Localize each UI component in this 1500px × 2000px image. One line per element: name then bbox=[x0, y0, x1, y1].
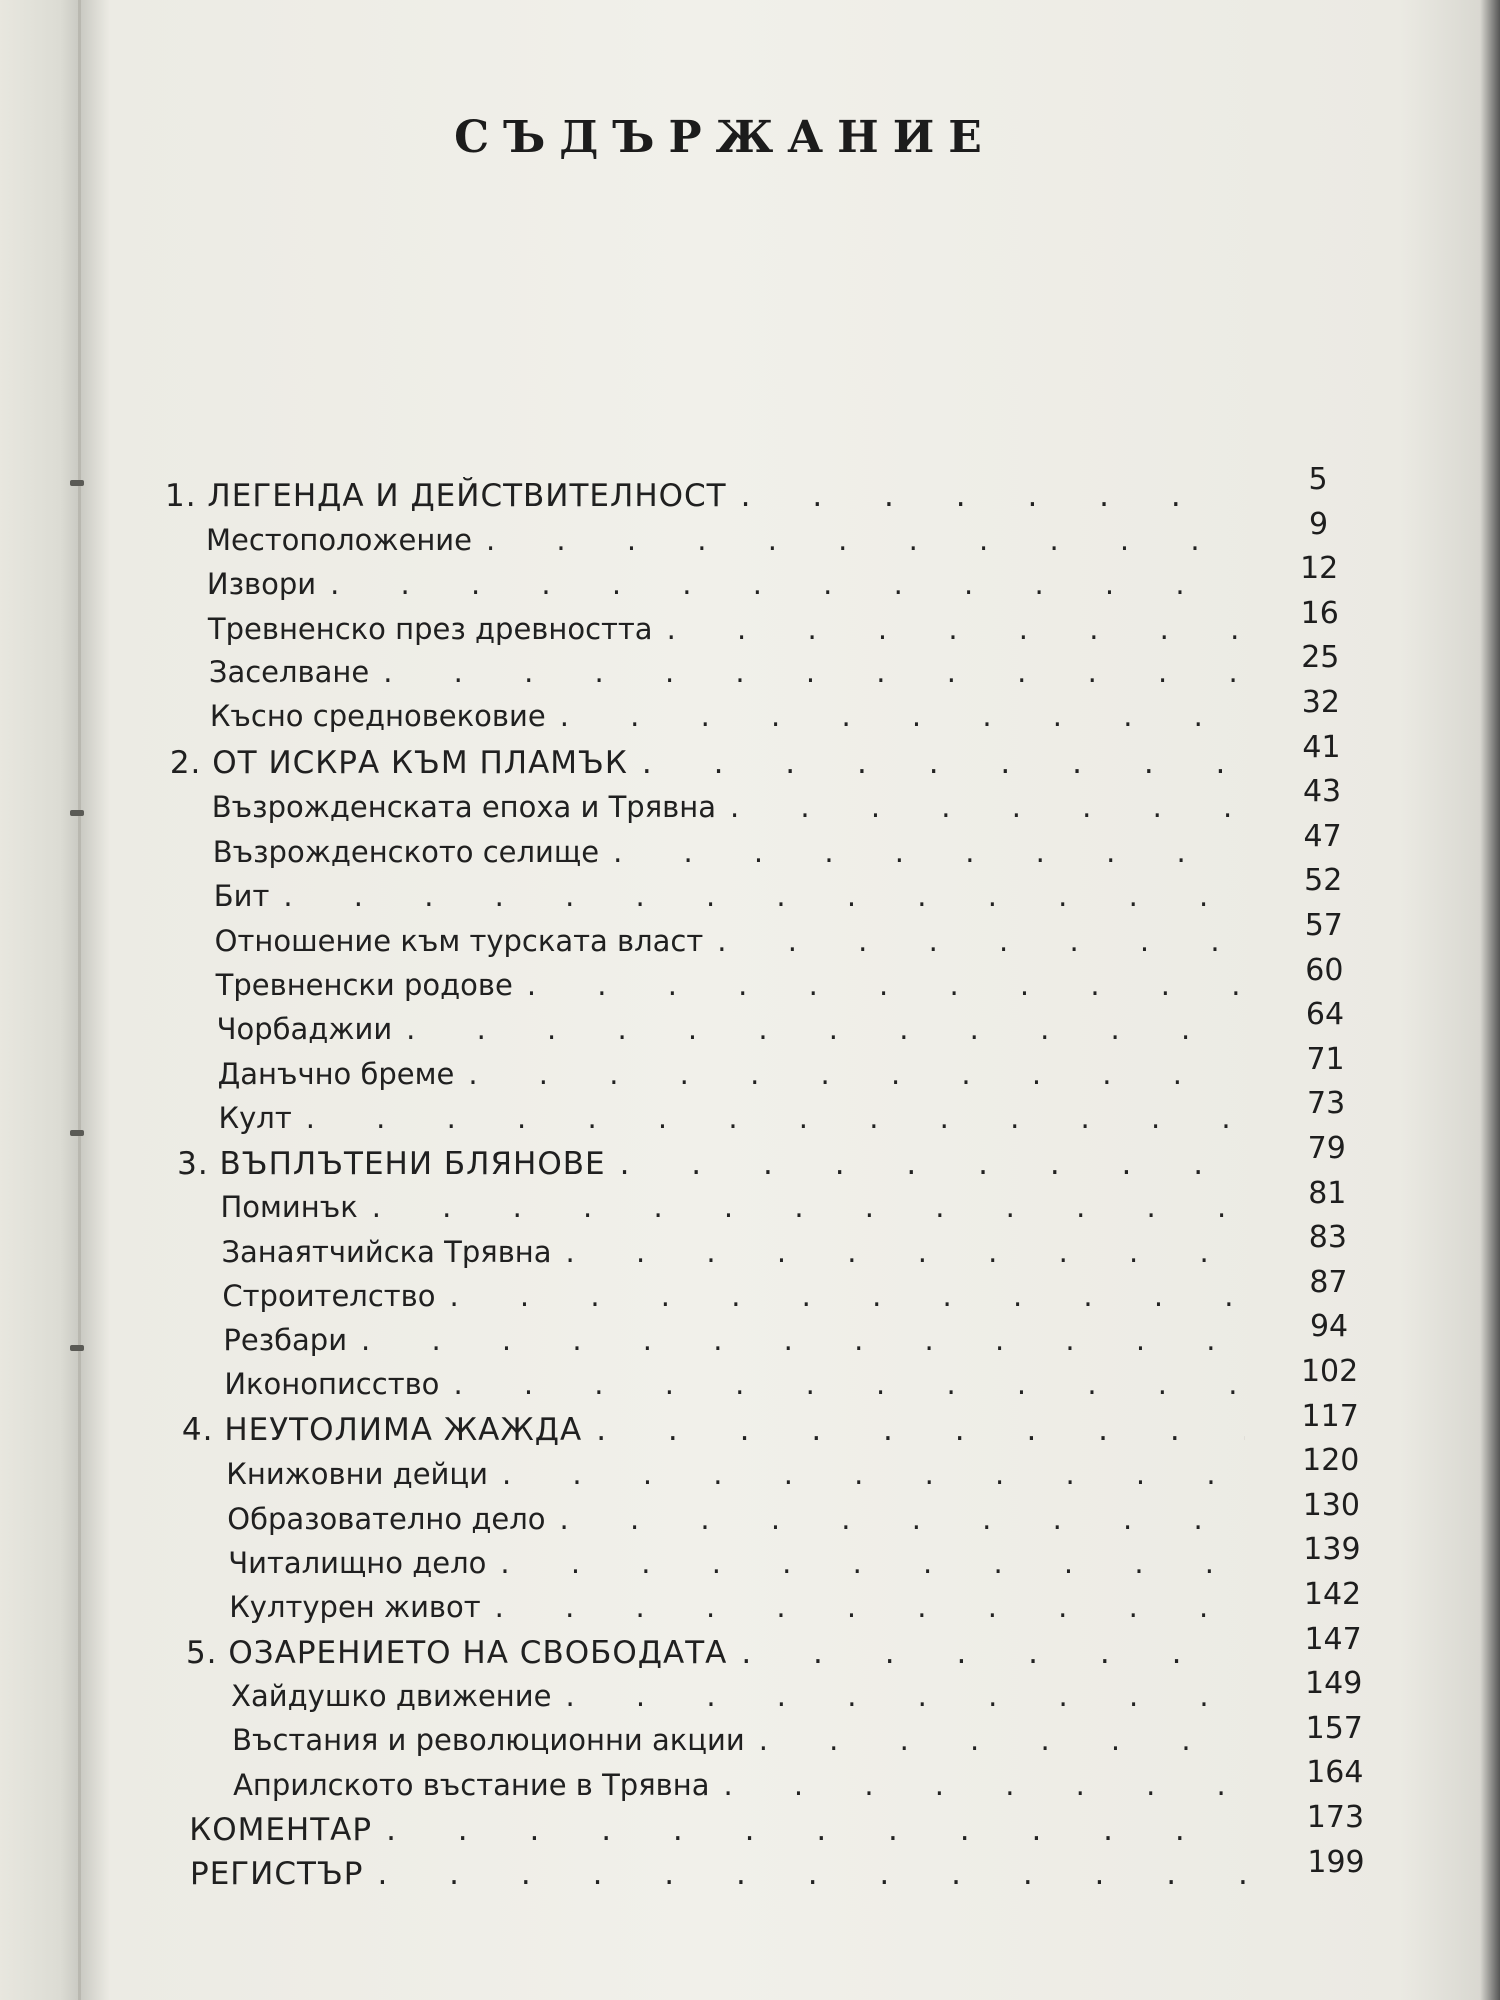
dot-leader bbox=[513, 968, 1245, 1002]
toc-entry-label: Образователно дело bbox=[227, 1502, 546, 1536]
toc-page-number: 149 bbox=[1305, 1666, 1363, 1702]
dot-leader bbox=[582, 1412, 1245, 1448]
toc-entry-label: 3. ВЪПЛЪТЕНИ БЛЯНОВЕ bbox=[177, 1146, 606, 1182]
toc-entry-label: 2. ОТ ИСКРА КЪМ ПЛАМЪК bbox=[169, 745, 628, 781]
toc-page-number: 130 bbox=[1302, 1487, 1360, 1523]
toc-page-number: 87 bbox=[1309, 1264, 1348, 1300]
dot-leader bbox=[436, 1279, 1245, 1313]
toc-entry-label: 1. ЛЕГЕНДА И ДЕЙСТВИТЕЛНОСТ bbox=[165, 478, 727, 514]
toc-entry-label: Култ bbox=[218, 1101, 292, 1135]
toc-entry-label: РЕГИСТЪР bbox=[190, 1856, 364, 1892]
toc-page-number: 81 bbox=[1308, 1175, 1347, 1211]
dot-leader bbox=[606, 1146, 1245, 1182]
dot-leader bbox=[372, 1812, 1245, 1848]
toc-page-number: 94 bbox=[1309, 1309, 1349, 1345]
toc-section-entry bbox=[209, 655, 1245, 689]
toc-entry-label: Тревненско през древността bbox=[207, 612, 653, 646]
toc-entry-label: Занаятчийска Трявна bbox=[221, 1235, 552, 1269]
toc-section-entry bbox=[210, 699, 1245, 733]
toc-section-entry bbox=[213, 835, 1245, 869]
toc-entry-label: Чорбаджии bbox=[216, 1012, 393, 1046]
toc-entry-label: Читалищно дело bbox=[228, 1546, 487, 1580]
toc-entry-label: Отношение към турската власт bbox=[214, 924, 704, 958]
toc-section-entry bbox=[207, 567, 1245, 601]
toc-section-entry bbox=[212, 790, 1245, 824]
toc-section-entry bbox=[227, 1502, 1245, 1536]
toc-chapter-entry bbox=[186, 1635, 1245, 1671]
toc-page-number: 102 bbox=[1300, 1354, 1359, 1389]
toc-page-number: 12 bbox=[1300, 551, 1339, 587]
toc-section-entry bbox=[233, 1768, 1245, 1802]
dot-leader bbox=[552, 1235, 1245, 1269]
toc-entry-label: Данъчно бреме bbox=[217, 1057, 455, 1091]
toc-page-number: 9 bbox=[1309, 506, 1329, 542]
toc-page-number: 32 bbox=[1301, 685, 1340, 720]
toc-section-entry bbox=[218, 1057, 1245, 1091]
dot-leader bbox=[454, 1057, 1245, 1091]
toc-page-number: 120 bbox=[1302, 1443, 1360, 1479]
toc-page-number: 83 bbox=[1308, 1220, 1347, 1256]
dot-leader bbox=[727, 478, 1245, 514]
toc-chapter-entry bbox=[170, 745, 1245, 781]
toc-page-number: 117 bbox=[1301, 1398, 1359, 1434]
toc-page-number: 142 bbox=[1303, 1577, 1362, 1612]
toc-section-entry bbox=[219, 1101, 1245, 1135]
toc-page-number: 199 bbox=[1307, 1844, 1365, 1880]
dot-leader bbox=[481, 1590, 1245, 1624]
toc-page-number: 16 bbox=[1300, 595, 1339, 631]
toc-page-number: 47 bbox=[1303, 818, 1342, 854]
toc-entry-label: Тревненски родове bbox=[215, 968, 513, 1002]
toc-entry-label: Априлското въстание в Трявна bbox=[233, 1768, 710, 1802]
toc-page-number: 147 bbox=[1304, 1621, 1362, 1657]
toc-section-entry bbox=[229, 1590, 1245, 1624]
dot-leader bbox=[546, 1502, 1245, 1536]
dot-leader bbox=[745, 1723, 1245, 1757]
toc-section-entry bbox=[223, 1323, 1245, 1357]
toc-entry-label: 4. НЕУТОЛИМА ЖАЖДА bbox=[181, 1412, 583, 1448]
dot-leader bbox=[392, 1012, 1245, 1046]
toc-page-number: 79 bbox=[1307, 1131, 1346, 1166]
dot-leader bbox=[369, 655, 1245, 689]
toc-entry-label: Възрожденската епоха и Трявна bbox=[211, 790, 716, 824]
toc-section-entry bbox=[228, 1546, 1245, 1580]
dot-leader bbox=[628, 745, 1245, 781]
toc-section-entry bbox=[206, 523, 1245, 557]
toc-page-number: 139 bbox=[1303, 1532, 1361, 1568]
dot-leader bbox=[269, 879, 1245, 913]
toc-entry-label: Заселване bbox=[208, 655, 370, 689]
toc-page-number: 164 bbox=[1306, 1755, 1364, 1791]
toc-section-entry bbox=[208, 612, 1245, 646]
dot-leader bbox=[727, 1635, 1245, 1671]
toc-section-entry bbox=[220, 1190, 1245, 1224]
dot-leader bbox=[472, 523, 1245, 557]
toc-entry-label: Възрожденското селище bbox=[212, 835, 600, 869]
toc-chapter-entry bbox=[189, 1812, 1245, 1848]
dot-leader bbox=[599, 835, 1245, 869]
toc-entry-label: Местоположение bbox=[205, 523, 472, 557]
dot-leader bbox=[716, 790, 1245, 824]
toc-section-entry bbox=[232, 1723, 1245, 1757]
toc-entry-label: Хайдушко движение bbox=[231, 1679, 552, 1713]
toc-section-entry bbox=[224, 1367, 1245, 1401]
dot-leader bbox=[347, 1323, 1245, 1357]
toc-chapter-entry bbox=[177, 1146, 1245, 1182]
toc-page-number: 64 bbox=[1305, 997, 1345, 1033]
dot-leader bbox=[486, 1546, 1245, 1580]
dot-leader bbox=[551, 1679, 1245, 1713]
dot-leader bbox=[316, 567, 1245, 601]
contents-title: СЪДЪРЖАНИЕ bbox=[454, 112, 996, 163]
toc-entry-label: Строителство bbox=[222, 1279, 436, 1313]
toc-chapter-entry bbox=[165, 478, 1245, 514]
toc-page-number: 52 bbox=[1304, 863, 1343, 899]
toc-entry-label: Въстания и революционни акции bbox=[232, 1723, 745, 1757]
toc-entry-label: Културен живот bbox=[229, 1590, 481, 1624]
toc-page-number: 173 bbox=[1306, 1800, 1365, 1835]
dot-leader bbox=[292, 1101, 1245, 1135]
toc-entry-label: Резбари bbox=[223, 1323, 348, 1357]
toc-section-entry bbox=[231, 1679, 1245, 1713]
toc-page-number: 41 bbox=[1302, 729, 1341, 765]
dot-leader bbox=[358, 1190, 1245, 1224]
toc-chapter-entry bbox=[182, 1412, 1245, 1448]
toc-page-number: 5 bbox=[1308, 462, 1328, 497]
toc-entry-label: Късно средновековие bbox=[209, 699, 546, 733]
dot-leader bbox=[703, 924, 1245, 958]
toc-entry-label: Поминък bbox=[220, 1190, 358, 1224]
dot-leader bbox=[363, 1856, 1245, 1892]
toc-entry-label: Книжовни дейци bbox=[226, 1457, 488, 1491]
toc-section-entry bbox=[215, 924, 1245, 958]
toc-page-number: 73 bbox=[1307, 1086, 1346, 1122]
toc-entry-label: 5. ОЗАРЕНИЕТО НА СВОБОДАТА bbox=[185, 1635, 728, 1671]
toc-page-number: 157 bbox=[1305, 1710, 1363, 1746]
toc-page-number: 71 bbox=[1306, 1041, 1345, 1077]
toc-section-entry bbox=[222, 1279, 1245, 1313]
dot-leader bbox=[439, 1367, 1245, 1401]
toc-section-entry bbox=[214, 879, 1245, 913]
toc-section-entry bbox=[217, 1012, 1245, 1046]
dot-leader bbox=[653, 612, 1245, 646]
toc-section-entry bbox=[216, 968, 1245, 1002]
dot-leader bbox=[488, 1457, 1245, 1491]
toc-entry-label: Иконописство bbox=[224, 1367, 440, 1401]
toc-entry-label: Извори bbox=[206, 567, 317, 601]
toc-page-number: 60 bbox=[1305, 952, 1344, 988]
toc-section-entry bbox=[221, 1235, 1245, 1269]
toc-entry-label: КОМЕНТАР bbox=[189, 1812, 373, 1848]
toc-chapter-entry bbox=[190, 1856, 1245, 1892]
toc-page-number: 57 bbox=[1304, 908, 1343, 943]
toc-page-number: 43 bbox=[1302, 774, 1342, 810]
toc-section-entry bbox=[226, 1457, 1245, 1491]
dot-leader bbox=[709, 1768, 1245, 1802]
toc-page-number: 25 bbox=[1301, 640, 1340, 676]
toc-entry-label: Бит bbox=[213, 879, 270, 913]
dot-leader bbox=[546, 699, 1245, 733]
